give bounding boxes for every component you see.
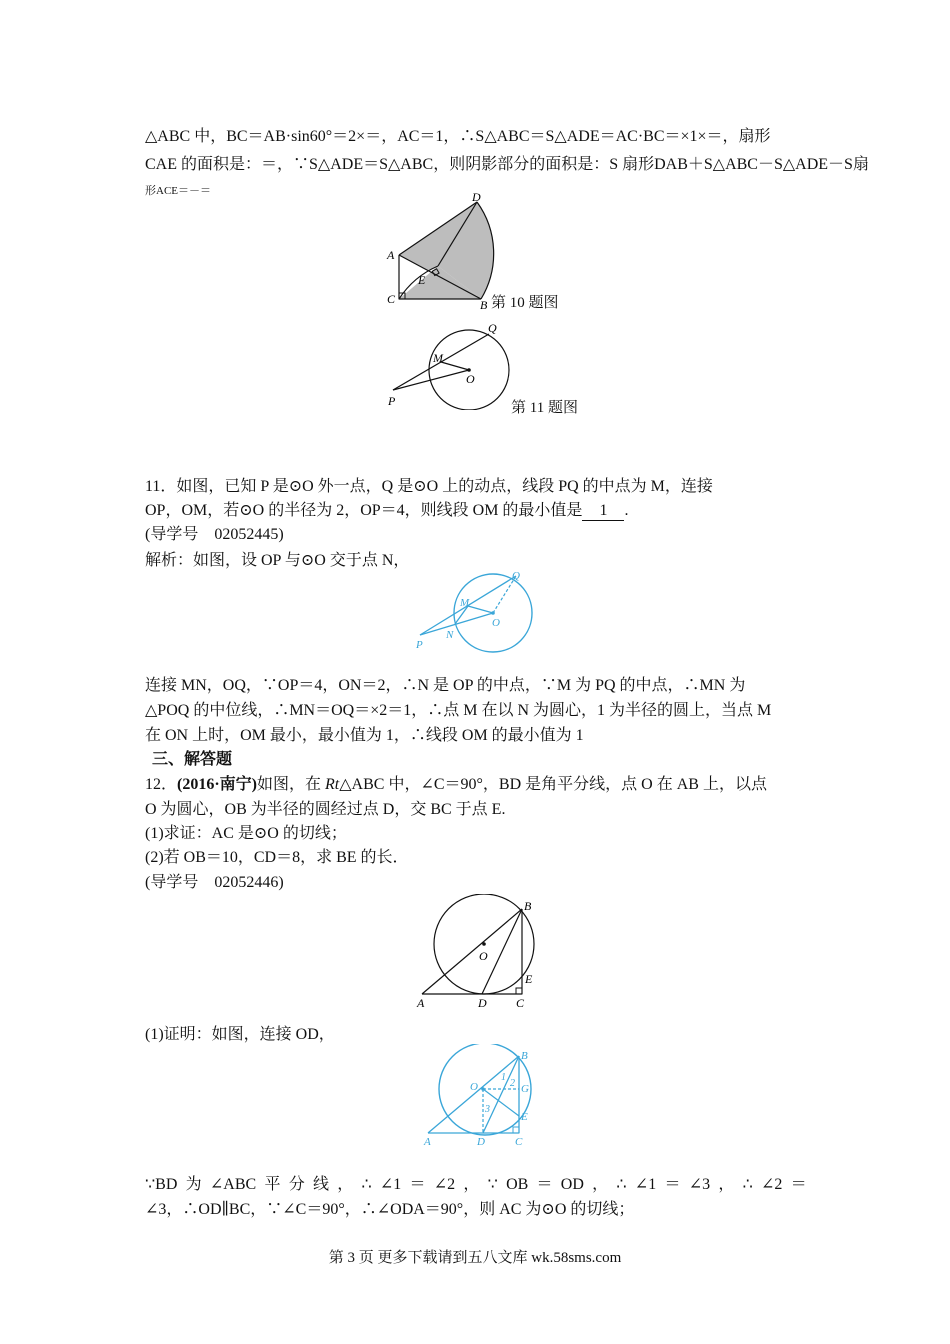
figure-12-solution [418, 1044, 543, 1150]
fig12-label-a: A [417, 996, 425, 1010]
fig12b-label-e: E [521, 1111, 528, 1123]
fig12b-label-o: O [470, 1081, 478, 1093]
q12-sol-token: ∠1 [379, 1176, 402, 1193]
q12-source: (2016·南宁) [177, 776, 258, 793]
q12-sol-token: OD [560, 1176, 584, 1193]
fig12-label-b: B [524, 899, 532, 913]
q12-rt: Rt [325, 776, 340, 793]
p10-line-3: 形ACE＝－＝ [145, 185, 211, 197]
q12-solution-2: ∠3，∴OD∥BC，∵∠C＝90°，∴∠ODA＝90°，则 AC 为⊙O 的切线； [145, 1201, 635, 1218]
fig11b-label-p: P [416, 639, 423, 651]
fig12b-angle-1: 1 [501, 1072, 506, 1083]
q12-sol-token: ， [337, 1176, 354, 1193]
fig12-label-c: C [516, 996, 525, 1010]
q12-sol-token: ＝ [536, 1176, 553, 1193]
q12-solution-1 [145, 1174, 807, 1196]
q11-line-1: 11．如图，已知 P 是⊙O 外一点，Q 是⊙O 上的动点，线段 PQ 的中点为 M，连接 [145, 478, 713, 495]
q12-sol-token: OB [506, 1176, 529, 1193]
fig10-label-e: E [418, 273, 426, 287]
q12-sol-token: 为 [185, 1176, 202, 1193]
fig11-label-o: O [466, 372, 475, 386]
q11-code: (导学号 02052445) [145, 526, 284, 543]
q12-sol-token: ， [718, 1176, 735, 1193]
q11-answer: 1 [582, 502, 624, 521]
q12-sol-token: ∠ABC [209, 1176, 257, 1193]
fig12b-label-c: C [515, 1136, 523, 1148]
figure-10-caption: 第 10 题图 [491, 295, 559, 311]
q12-sol-token: ∴ [361, 1176, 372, 1193]
q12-sol-token: ∠1 [634, 1176, 657, 1193]
q12-sol-token: ， [592, 1176, 609, 1193]
q12-sol-token: ＝ [790, 1176, 807, 1193]
q11-line-2-end: . [624, 502, 629, 519]
fig11b-label-n: N [446, 629, 454, 641]
fig11-label-q: Q [488, 321, 497, 335]
q12-sol-token: ∠2 [433, 1176, 456, 1193]
q12-sol-token: ， [463, 1176, 480, 1193]
fig11b-label-m: M [460, 597, 470, 609]
q12-number: 12． [145, 776, 178, 793]
fig10-label-d: D [472, 192, 481, 204]
figure-11 [380, 318, 510, 410]
fig12b-angle-2: 2 [510, 1078, 515, 1089]
section-heading: 三、解答题 [152, 751, 233, 768]
fig11b-label-q: Q [512, 570, 520, 582]
q11-solution-2: △POQ 的中位线，∴MN＝OQ＝×2＝1，∴点 M 在以 N 为圆心，1 为半径的圆上，当点 M [145, 702, 772, 719]
page-footer: 第 3 页 更多下载请到五八文库 wk.58sms.com [328, 1250, 622, 1266]
fig12-label-d: D [478, 996, 487, 1010]
q12-line-2: O 为圆心，OB 为半径的圆经过点 D，交 BC 于点 E. [145, 801, 506, 818]
q12-text-a: 如图，在 [257, 776, 326, 793]
p10-line-1: △ABC 中，BC＝AB·sin60°＝2×＝，AC＝1，∴S△ABC＝S△ADE＝AC·BC＝×1×＝，扇形 [145, 128, 771, 145]
q12-solution-intro: (1)证明：如图，连接 OD， [145, 1026, 335, 1043]
q12-line-3: (1)求证：AC 是⊙O 的切线； [145, 825, 347, 842]
fig12b-label-b: B [521, 1050, 528, 1062]
fig12b-label-g: G [521, 1083, 529, 1095]
q11-analysis: 解析：如图，设 OP 与⊙O 交于点 N， [145, 552, 410, 569]
fig12b-angle-3: 3 [485, 1104, 490, 1115]
figure-10 [380, 192, 500, 310]
q12-sol-token: 分 [288, 1176, 305, 1193]
fig10-label-b: B [480, 298, 488, 310]
q12-sol-token: 线 [312, 1176, 329, 1193]
fig10-label-a: A [387, 248, 395, 262]
q11-solution-1: 连接 MN，OQ，∵OP＝4，ON＝2，∴N 是 OP 的中点，∵M 为 PQ 的中点，∴MN 为 [145, 677, 746, 694]
fig11-label-p: P [388, 394, 396, 408]
fig12b-label-d: D [477, 1136, 485, 1148]
fig11-label-m: M [433, 351, 443, 365]
figure-11-solution [408, 570, 538, 654]
fig10-label-c: C [387, 292, 396, 306]
q12-sol-token: 平 [264, 1176, 281, 1193]
fig12b-label-a: A [424, 1136, 431, 1148]
q12-sol-token: ∠3 [688, 1176, 711, 1193]
q12-sol-token: ∴ [616, 1176, 627, 1193]
q12-sol-token: ＝ [409, 1176, 426, 1193]
q12-sol-token: ∵BD [145, 1176, 178, 1193]
q12-line-4: (2)若 OB＝10，CD＝8，求 BE 的长． [145, 849, 409, 866]
q12-sol-token: ＝ [664, 1176, 681, 1193]
fig12-label-e: E [525, 972, 533, 986]
fig11b-label-o: O [492, 617, 500, 629]
q11-solution-3: 在 ON 上时，OM 最小，最小值为 1，∴线段 OM 的最小值为 1 [145, 727, 584, 744]
q12-line-1 [145, 774, 767, 796]
fig12-label-o: O [479, 949, 488, 963]
q12-sol-token: ∠2 [761, 1176, 783, 1193]
q12-code: (导学号 02052446) [145, 874, 284, 891]
q12-text-b: △ABC 中，∠C＝90°，BD 是角平分线，点 O 在 AB 上，以点 [339, 776, 767, 793]
q12-sol-token: ∵ [487, 1176, 498, 1193]
p10-line-2: CAE 的面积是：＝，∵S△ADE＝S△ABC，则阴影部分的面积是：S 扇形DAB＋S△ABC－S△ADE－S扇 [145, 156, 869, 173]
q12-sol-token: ∴ [742, 1176, 753, 1193]
q11-line-2-text: OP，OM，若⊙O 的半径为 2，OP＝4，则线段 OM 的最小值是 [145, 502, 583, 519]
q11-line-2 [145, 500, 628, 522]
figure-11-caption: 第 11 题图 [511, 400, 578, 416]
figure-12 [410, 894, 540, 1012]
